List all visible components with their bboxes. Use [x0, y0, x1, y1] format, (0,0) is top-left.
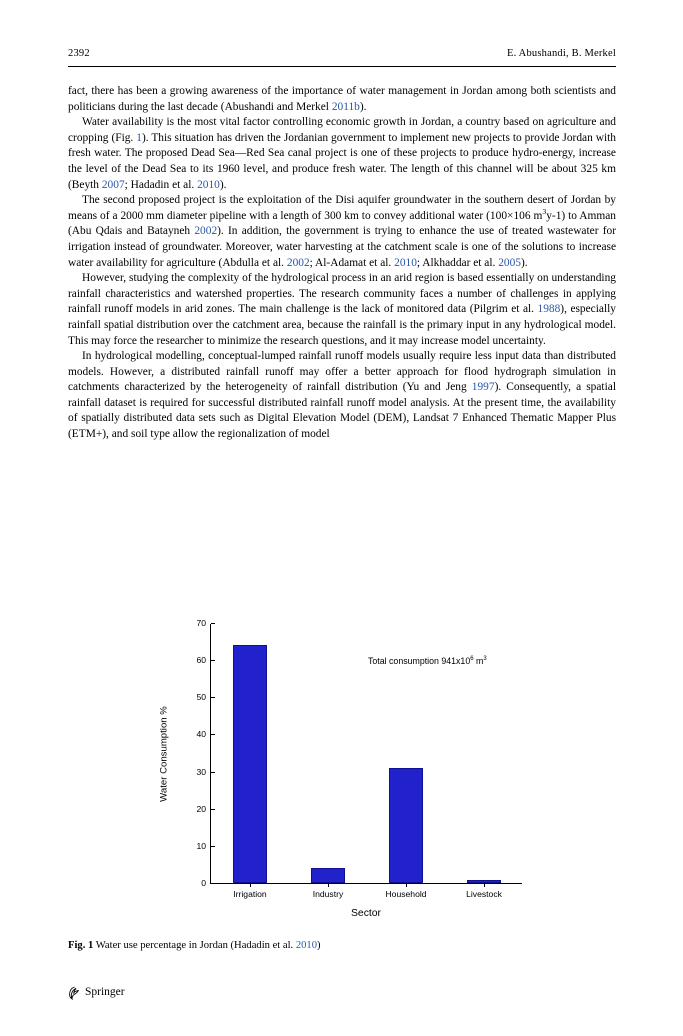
text-run: Water availability is the most vital factor controlling economic growth in Jordan, a country based on agriculture and cropping (Fig.: [68, 116, 616, 144]
figure-caption-label: Fig. 1: [68, 940, 94, 951]
x-axis-tick-label: Irrigation: [233, 889, 267, 899]
y-axis-tick: 40: [196, 729, 211, 739]
y-axis-tick: 70: [196, 618, 211, 628]
text-run: ).: [359, 100, 367, 113]
text-run: In hydrological modelling, conceptual-lumped rainfall runoff models usually require less input data than distributed models. However, a distributed rainfall runoff may offer a better approach for flood hydrograph simulation in catchments characterized by the heterogeneity of rainfall distribution (Yu and Jeng: [68, 350, 616, 394]
text-run: ; Alkhaddar et al.: [416, 256, 499, 269]
x-axis-tick-label: Livestock: [466, 889, 502, 899]
paragraph: [68, 84, 616, 115]
paragraph: [68, 271, 616, 349]
annotation-exponent: 6: [470, 656, 474, 663]
text-run: The second proposed project is the exploitation of the Disi aquifer groundwater in the southern desert of Jordan by means of a 2000 mm diameter pipeline with a length of 300 km to convey additional water (100×106 m: [68, 194, 616, 222]
text-run: ; Hadadin et al.: [124, 178, 198, 191]
figure-caption-reference: 2010: [295, 940, 318, 951]
text-run: ), especially rainfall spatial distribution over the catchment area, because the rainfall is the primary input in any hydrological model. This may force the researcher to minimize the research questions, and it may increase model uncertainty.: [68, 303, 616, 347]
annotation-unit-exponent: 3: [483, 656, 487, 663]
y-axis-tick: 10: [196, 841, 211, 851]
header-authors: E. Abushandi, B. Merkel: [506, 48, 616, 59]
figure-1: [68, 612, 616, 922]
bar: [311, 868, 345, 883]
text-run: y-1) to Amman (Abu Qdais and Batayneh: [68, 209, 616, 238]
x-axis-tickmark: [250, 883, 251, 887]
citation-link[interactable]: 2010: [394, 256, 417, 269]
y-axis-tick: 0: [201, 878, 211, 888]
springer-logo-icon: [68, 986, 81, 1000]
x-axis-tickmark: [328, 883, 329, 887]
bar: [389, 768, 423, 883]
citation-link[interactable]: 1997: [471, 381, 495, 394]
x-axis-title: Sector: [350, 908, 382, 919]
running-header: [68, 48, 616, 59]
x-axis-tickmark: [484, 883, 485, 887]
citation-link[interactable]: 2002: [194, 225, 218, 238]
text-run: ). Consequently, a spatial rainfall dataset is required for successful distributed rainfall runoff model analysis. At the present time, the availability of spatially distributed data sets such as Digital Elevation Model (DEM), Landsat 7 Enhanced Thematic Mapper Plus (ETM+), and soil type allow the regionalization of model: [68, 381, 616, 441]
paragraph: [68, 349, 616, 443]
publisher-name: Springer: [85, 986, 125, 998]
superscript: 3: [542, 206, 547, 216]
text-run: However, studying the complexity of the hydrological process in an arid region is based essentially on understanding rainfall characteristics and watershed properties. The research community faces a number of challenges in applying rainfall runoff models in arid zones. The main challenge is the lack of monitored data (Pilgrim et al.: [68, 272, 616, 316]
text-run: ; Al-Adamat et al.: [309, 256, 395, 269]
citation-link[interactable]: 2005: [498, 256, 521, 269]
text-run: ). This situation has driven the Jordanian government to implement new projects to provide Jordan with fresh water. The proposed Dead Sea—Red Sea canal project is one of these projects to produce hydro-energy, increase the level of the Dead Sea to its 1960 level, and produce fresh water. The length of this channel will be about 325 km (Beyth: [68, 131, 616, 191]
footer: [68, 985, 125, 999]
y-axis-tick: 60: [196, 655, 211, 665]
text-run: ).: [219, 178, 227, 191]
bar-chart: [68, 612, 616, 922]
y-axis-title: Water Consumption %: [158, 706, 170, 802]
text-run: fact, there has been a growing awareness of the importance of water management in Jordan among both scientists and politicians during the last decade (Abushandi and Merkel: [68, 85, 616, 113]
body-text: [68, 84, 616, 443]
paragraph: [68, 193, 616, 271]
figure-caption-tail: ): [317, 940, 321, 951]
figure-caption: [68, 940, 616, 951]
citation-link[interactable]: 2010: [197, 178, 220, 191]
text-run: ). In addition, the government is trying to enhance the use of treated wastewater for irrigation instead of groundwater. Moreover, water harvesting at the catchment scale is one of the solutions to increase water availability for agriculture (Abdulla et al.: [68, 225, 616, 269]
figure-caption-text: Water use percentage in Jordan (Hadadin et al.: [95, 940, 296, 951]
y-axis-tick: 20: [196, 804, 211, 814]
x-axis-tick-label: Industry: [312, 889, 344, 899]
chart-annotation: Total consumption $941x10^6$ $m^3$: [368, 656, 487, 666]
header-divider: [68, 66, 616, 67]
x-axis-tickmark: [406, 883, 407, 887]
citation-link[interactable]: 1: [136, 131, 142, 144]
citation-link[interactable]: 2002: [286, 256, 310, 269]
y-axis-tick: 50: [196, 692, 211, 702]
citation-link[interactable]: 2011b: [331, 100, 360, 113]
x-axis-tick-label: Household: [385, 889, 427, 899]
citation-link[interactable]: 2007: [101, 178, 125, 191]
text-run: ).: [520, 256, 528, 269]
y-axis-tick: 30: [196, 767, 211, 777]
paragraph: [68, 115, 616, 193]
page-number: 2392: [68, 48, 90, 59]
bar: [233, 645, 267, 883]
citation-link[interactable]: 1988: [537, 303, 561, 316]
